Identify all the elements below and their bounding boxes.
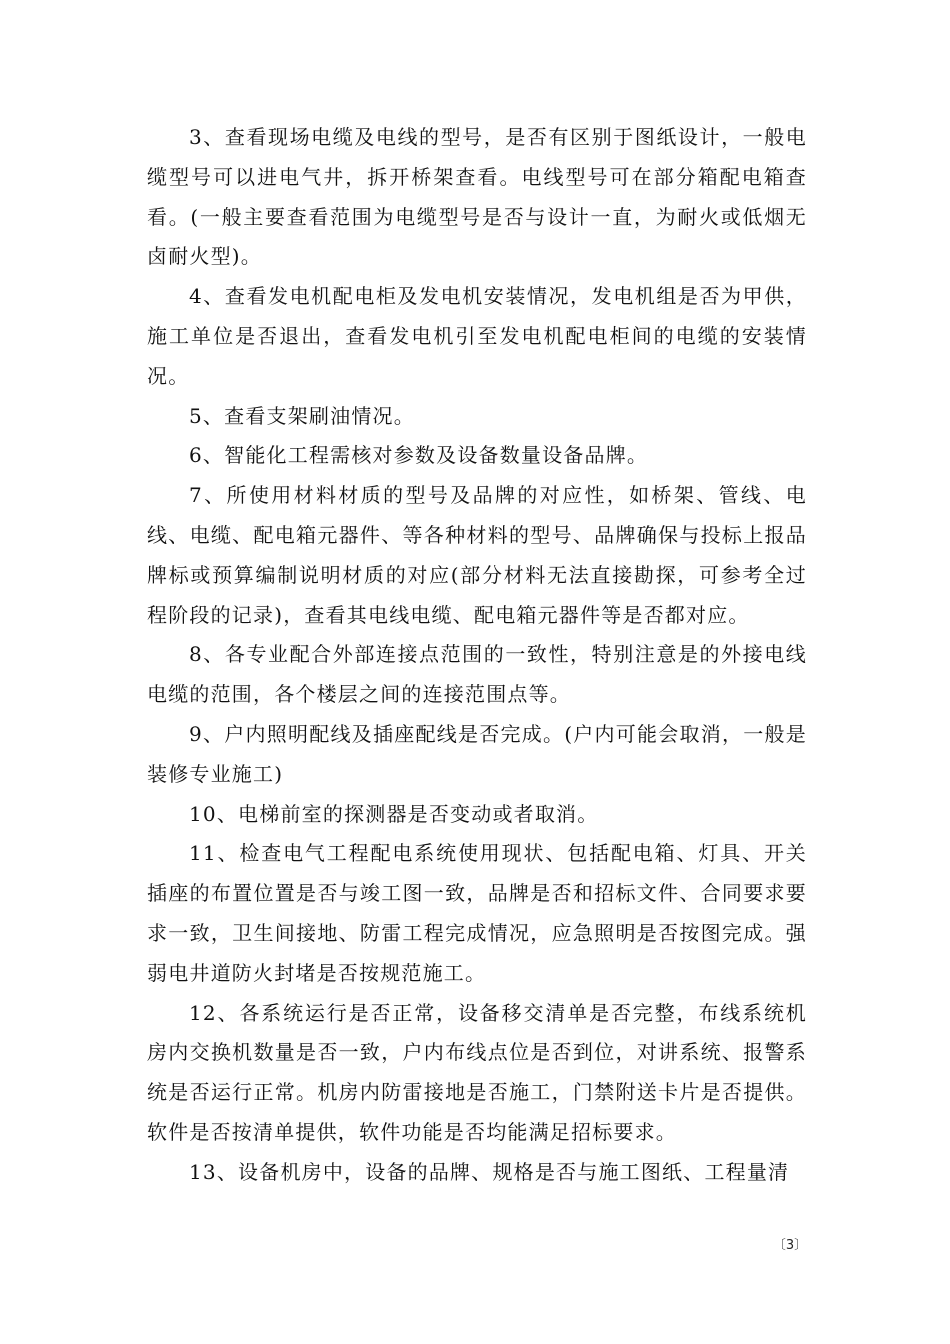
paragraph-item-10: 10、电梯前室的探测器是否变动或者取消。 (189, 801, 599, 826)
paragraph-item-13: 13、设备机房中，设备的品牌、规格是否与施工图纸、工程量清 (189, 1159, 790, 1184)
paragraph-item-5: 5、查看支架刷油情况。 (189, 403, 415, 428)
paragraph-item-3: 3、查看现场电缆及电线的型号，是否有区别于图纸设计，一般电缆型号可以进电气井，拆开桥架查看。电线型号可在部分箱配电箱查看。(一般主要查看范围为电缆型号是否与设计一直，为耐火或低烟无卤耐火型)。 (147, 125, 807, 269)
paragraph-item-7: 7、所使用材料材质的型号及品牌的对应性，如桥架、管线、电线、电缆、配电箱元器件、等各种材料的型号、品牌确保与投标上报品牌标或预算编制说明材质的对应(部分材料无法直接勘探，可参考全过程阶段的记录)，查看其电线电缆、配电箱元器件等是否都对应。 (147, 483, 807, 627)
paragraph-item-11: 11、检查电气工程配电系统使用现状、包括配电箱、灯具、开关插座的布置位置是否与竣工图一致，品牌是否和招标文件、合同要求要求一致，卫生间接地、防雷工程完成情况，应急照明是否按图完成。强弱电井道防火封堵是否按规范施工。 (147, 841, 807, 985)
paragraph-item-6: 6、智能化工程需核对参数及设备数量设备品牌。 (189, 443, 649, 468)
paragraph-item-9: 9、户内照明配线及插座配线是否完成。(户内可能会取消，一般是装修专业施工) (147, 721, 807, 786)
document-body (147, 118, 807, 1193)
paragraph-item-12: 12、各系统运行是否正常，设备移交清单是否完整，布线系统机房内交换机数量是否一致，户内布线点位是否到位，对讲系统、报警系统是否运行正常。机房内防雷接地是否施工，门禁附送卡片是否提供。软件是否按清单提供，软件功能是否均能满足招标要求。 (147, 1000, 807, 1144)
paragraph-item-4: 4、查看发电机配电柜及发电机安装情况，发电机组是否为甲供，施工单位是否退出，查看发电机引至发电机配电柜间的电缆的安装情况。 (147, 284, 807, 388)
paragraph-item-8: 8、各专业配合外部连接点范围的一致性，特别注意是的外接电线电缆的范围，各个楼层之间的连接范围点等。 (147, 642, 807, 707)
page-number: 〔3〕 (772, 1238, 808, 1253)
